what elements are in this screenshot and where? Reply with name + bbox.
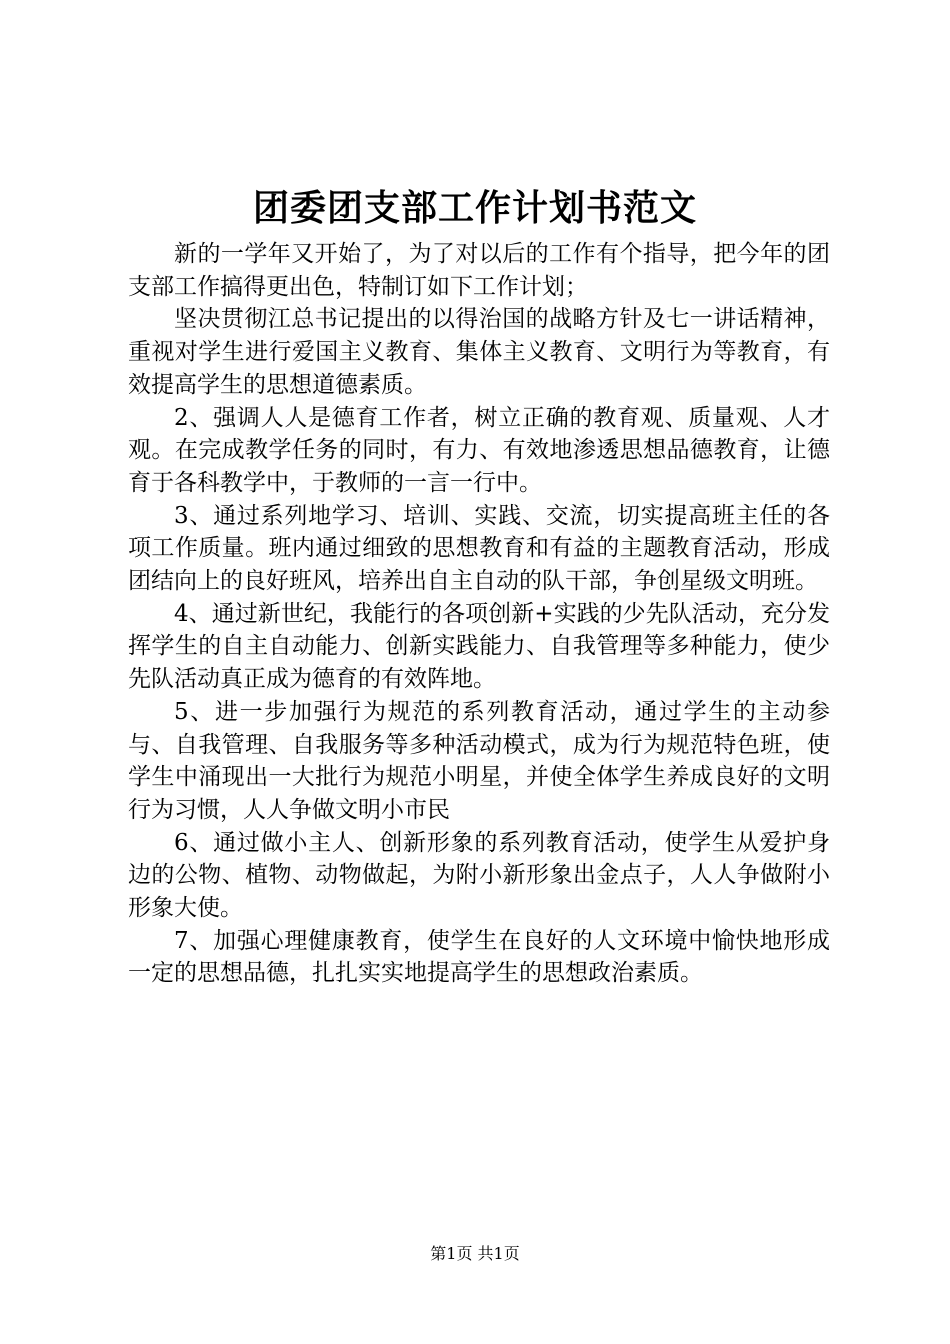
- document-title: 团委团支部工作计划书范文: [252, 187, 697, 229]
- paragraph-3: 3、通过系列地学习、培训、实践、交流，切实提高班主任的各项工作质量。班内通过细致的思想教育和有益的主题教育活动，形成团结向上的良好班风，培养出自主自动的队干部，争创星级文明班。: [128, 502, 830, 595]
- paragraph-1: 坚决贯彻江总书记提出的以得治国的战略方针及七一讲话精神，重视对学生进行爱国主义教育、集体主义教育、文明行为等教育，有效提高学生的思想道德素质。: [128, 306, 830, 398]
- paragraph-4: 4、通过新世纪，我能行的各项创新+实践的少先队活动，充分发挥学生的自主自动能力、创新实践能力、自我管理等多种能力，使少先队活动真正成为德育的有效阵地。: [128, 600, 830, 693]
- page-footer: 第1页 共1页: [430, 1244, 520, 1263]
- document-body: [128, 238, 830, 990]
- paragraph-2: 2、强调人人是德育工作者，树立正确的教育观、质量观、人才观。在完成教学任务的同时，有力、有效地渗透思想品德教育，让德育于各科教学中，于教师的一言一行中。: [128, 404, 830, 496]
- paragraph-5: 5、进一步加强行为规范的系列教育活动，通过学生的主动参与、自我管理、自我服务等多种活动模式，成为行为规范特色班，使学生中涌现出一大批行为规范小明星，并使全体学生养成良好的文明行为习惯，人人争做文明小市民: [128, 698, 830, 823]
- paragraph-6: 6、通过做小主人、创新形象的系列教育活动，使学生从爱护身边的公物、植物、动物做起，为附小新形象出金点子，人人争做附小形象大使。: [128, 829, 830, 922]
- paragraph-7: 7、加强心理健康教育，使学生在良好的人文环境中愉快地形成一定的思想品德，扎扎实实地提高学生的思想政治素质。: [128, 927, 830, 987]
- paragraph-intro: 新的一学年又开始了，为了对以后的工作有个指导，把今年的团支部工作搞得更出色，特制订如下工作计划；: [128, 241, 830, 300]
